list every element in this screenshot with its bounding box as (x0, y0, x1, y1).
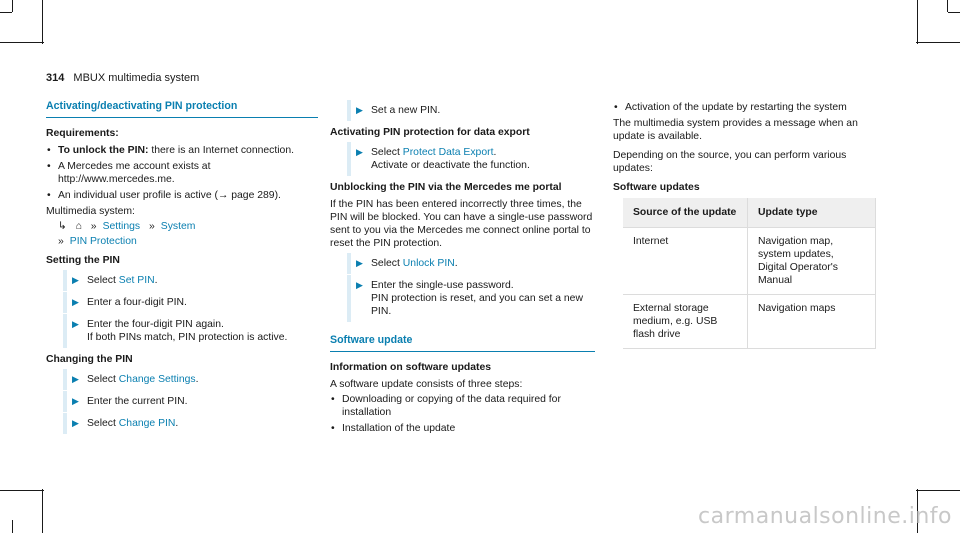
step-bar (63, 391, 67, 412)
nav-arrow-icon: ↳ (58, 221, 67, 232)
step-arrow-icon: ▶ (72, 297, 79, 307)
step-bar (347, 253, 351, 274)
table-cell: Navigation map, system updates, Digital Operator's Manual (748, 228, 876, 295)
column-1 (46, 100, 318, 439)
step-arrow-icon: ▶ (356, 105, 363, 115)
change-pin-link[interactable]: Change PIN (118, 418, 176, 429)
step-text: Enter the single-use password. (371, 280, 514, 291)
message-paragraph: The multimedia system provides a message when an update is available. (613, 118, 858, 142)
step-arrow-icon: ▶ (72, 374, 79, 384)
page-number: 314 (46, 72, 65, 84)
software-updates-table-title: Software updates (613, 182, 700, 193)
unblocking-pin-heading: Unblocking the PIN via the Mercedes me portal (330, 182, 562, 193)
step (330, 279, 595, 318)
step (46, 395, 318, 408)
crop-mark (0, 12, 12, 13)
column-3 (613, 100, 883, 349)
watermark: carmanualsonline.info (698, 504, 952, 529)
nav-settings[interactable]: Settings (102, 221, 141, 232)
step: ▶ Select Change PIN. (46, 417, 318, 430)
nav-path-continued (46, 235, 318, 248)
protect-data-export-link[interactable]: Protect Data Export (402, 147, 494, 158)
table-header-cell: Source of the update (623, 198, 748, 228)
activating-data-export-heading: Activating PIN protection for data export (330, 127, 530, 138)
crop-mark (948, 12, 960, 13)
step-bar (63, 369, 67, 390)
step-arrow-icon: ▶ (72, 319, 79, 329)
crop-mark (12, 0, 13, 12)
table-cell: External storage medium, e.g. USB flash drive (623, 295, 748, 349)
step: ▶ Select Protect Data Export. Activate or deactivate the function. (330, 146, 595, 172)
changing-pin-heading: Changing the PIN (46, 354, 133, 365)
nav-pin-protection[interactable]: PIN Protection (69, 236, 137, 247)
crop-mark (12, 520, 13, 533)
step-text: Select (371, 258, 400, 269)
software-info-heading: Information on software updates (330, 362, 492, 373)
step-arrow-icon: ▶ (72, 418, 79, 428)
step (46, 318, 318, 344)
step-arrow-icon: ▶ (356, 258, 363, 268)
update-step-item: • Installation of the update (330, 422, 595, 435)
step-text: Select (371, 147, 400, 158)
crop-mark (917, 0, 918, 44)
step-bar (63, 270, 67, 291)
step-text: Activate or deactivate the function. (371, 160, 530, 171)
requirement-item: • A Mercedes me account exists at http://www.mercedes.me. (46, 160, 318, 186)
step-arrow-icon: ▶ (72, 396, 79, 406)
home-icon: ⌂ (75, 221, 82, 232)
requirement-item (46, 144, 318, 157)
step-text: Select (87, 418, 116, 429)
step-text: Enter the current PIN. (87, 396, 188, 407)
step-bar (63, 314, 67, 348)
various-updates-paragraph: Depending on the source, you can perform various updates: (613, 150, 847, 174)
step-bar (347, 100, 351, 121)
page-header-title: MBUX multimedia system (73, 72, 200, 84)
step: ▶ Select Change Settings. (46, 373, 318, 386)
section-title-software-update: Software update (330, 334, 595, 352)
software-updates-table (623, 198, 876, 349)
step-text: Select (87, 374, 116, 385)
table-cell: Internet (623, 228, 748, 295)
column-2 (330, 100, 595, 438)
step (46, 296, 318, 309)
crop-mark (42, 0, 43, 44)
nav-separator-icon: » (58, 236, 64, 247)
update-step-item: • Downloading or copying of the data required for installation (330, 393, 595, 419)
nav-separator-icon: » (149, 221, 155, 232)
crop-mark (0, 42, 44, 43)
crop-mark (947, 0, 948, 12)
multimedia-system-label: Multimedia system: (46, 206, 135, 217)
table-cell: Navigation maps (748, 295, 876, 349)
step-bar (347, 142, 351, 176)
crop-mark (916, 490, 960, 491)
crop-mark (42, 489, 43, 533)
step: ▶ Select Set PIN. (46, 274, 318, 287)
table-header-cell: Update type (748, 198, 876, 228)
unlock-pin-link[interactable]: Unlock PIN (402, 258, 455, 269)
step-bar (63, 413, 67, 434)
step-text: Select (87, 275, 116, 286)
page-header (46, 72, 199, 84)
step-result: PIN protection is reset, and you can set a new PIN. (371, 293, 583, 317)
step-text: Enter a four-digit PIN. (87, 297, 187, 308)
change-settings-link[interactable]: Change Settings (118, 374, 196, 385)
nav-separator-icon: » (90, 221, 97, 232)
nav-path (46, 220, 318, 233)
step-bar (63, 292, 67, 313)
step: ▶ Select Unlock PIN. (330, 257, 595, 270)
requirement-item: • An individual user profile is active (→ page 289). (46, 189, 318, 202)
step-arrow-icon: ▶ (356, 147, 363, 157)
crop-mark (0, 490, 44, 491)
unblocking-paragraph: If the PIN has been entered incorrectly three times, the PIN will be blocked. You can have a single-use password sent to you via the Mercedes me connect online portal to reset the PIN protection. (330, 199, 593, 249)
requirement-bold: To unlock the PIN: (58, 145, 149, 156)
step-text: Set a new PIN. (371, 105, 441, 116)
table-row (623, 295, 876, 349)
requirement-text: there is an Internet connection. (151, 145, 295, 156)
section-title-pin-protection: Activating/deactivating PIN protection (46, 100, 318, 118)
setting-pin-heading: Setting the PIN (46, 255, 120, 266)
software-info-paragraph: A software update consists of three steps: (330, 379, 523, 390)
step-arrow-icon: ▶ (72, 275, 79, 285)
step-bar (347, 275, 351, 322)
set-pin-link[interactable]: Set PIN (118, 275, 155, 286)
step-text: Enter the four-digit PIN again. (87, 319, 224, 330)
crop-mark (916, 42, 960, 43)
table-header-row (623, 198, 876, 228)
step-arrow-icon: ▶ (356, 280, 363, 290)
requirements-label: Requirements: (46, 128, 119, 139)
nav-system[interactable]: System (160, 221, 196, 232)
step-result: If both PINs match, PIN protection is active. (87, 332, 288, 343)
table-row (623, 228, 876, 295)
step (330, 104, 595, 117)
update-step-item: • Activation of the update by restarting the system (613, 101, 883, 114)
